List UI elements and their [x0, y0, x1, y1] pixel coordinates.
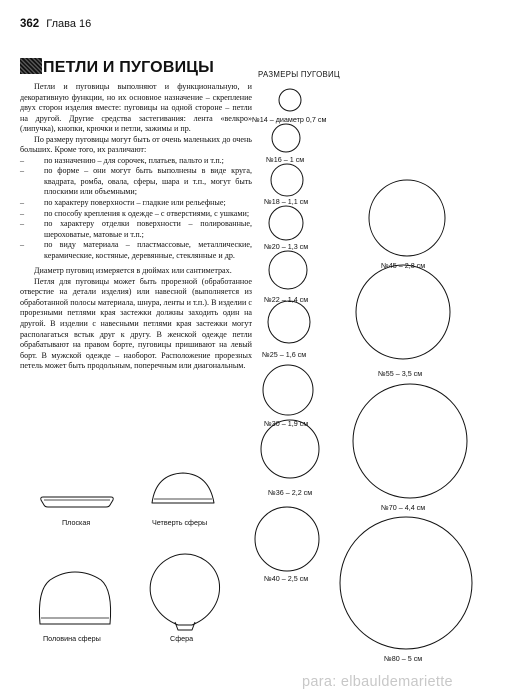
button-circle-22: [269, 251, 307, 289]
button-label-36: №36 – 2,2 см: [268, 488, 313, 497]
button-label-30: №30 – 1,9 см: [264, 419, 309, 428]
shape-quarter-sphere: [152, 473, 214, 503]
button-label-55: №55 – 3,5 см: [378, 369, 423, 378]
footer-credit: para: elbauldemariette: [302, 674, 453, 690]
shape-label-flat: Плоская: [62, 518, 91, 527]
section-title: ПЕТЛИ И ПУГОВИЦЫ: [43, 59, 215, 76]
button-label-25: №25 – 1,6 см: [262, 350, 307, 359]
paragraph-3: Диаметр пуговиц измеряется в дюймах или сантиметрах.: [34, 266, 232, 276]
button-circle-36: [261, 420, 319, 478]
button-circle-25: [268, 301, 310, 343]
button-label-20: №20 – 1,3 см: [264, 242, 309, 251]
shape-label-half: Половина сферы: [43, 634, 101, 643]
list-item: – по характеру поверхности – гладкие или рельефные;: [20, 198, 226, 208]
shape-half-sphere: [39, 572, 110, 624]
button-circle-14: [279, 89, 301, 111]
shape-flat: [41, 497, 114, 507]
sizes-title: РАЗМЕРЫ ПУГОВИЦ: [258, 70, 340, 79]
list-item: – по виду материала – пластмассовые, металлические, керамические, костяные, деревянные, стеклянные и др.: [20, 240, 252, 260]
button-circle-20: [269, 206, 303, 240]
button-label-16: №16 – 1 см: [266, 155, 305, 164]
page-number: 362: [20, 18, 40, 30]
button-label-22: №22 – 1,4 см: [264, 295, 309, 304]
button-circle-55: [356, 265, 450, 359]
button-circle-70: [353, 384, 467, 498]
button-label-18: №18 – 1,1 см: [264, 197, 309, 206]
list-item: – по характеру отделки поверхности – полированные, шероховатые, матовые и т.п.;: [20, 219, 252, 239]
button-circle-80: [340, 517, 472, 649]
button-circle-45: [369, 180, 445, 256]
paragraph-1: Петли и пуговицы выполняют и функциональную, и декоративную функции, но их основное назначение – скрепление двух сторон изделия вместе: пуговицы на одной стороне – петли на другой. Другие средства застегивания: лента «велкро» (липучка), кнопки, крючки и петли, зажимы и пр.: [20, 82, 252, 134]
button-circle-40: [255, 507, 319, 571]
button-circle-30: [263, 365, 313, 415]
chapter-label: Глава 16: [46, 18, 92, 30]
shape-label-sphere: Сфера: [170, 634, 194, 643]
shape-label-quarter: Четверть сферы: [152, 518, 208, 527]
button-label-45: №45 – 2,8 см: [381, 261, 426, 270]
paragraph-2: По размеру пуговицы могут быть от очень маленьких до очень больших. Кроме того, их различают:: [20, 134, 252, 155]
list-item: – по назначению – для сорочек, платьев, пальто и т.п.;: [20, 155, 224, 165]
button-label-70: №70 – 4,4 см: [381, 503, 426, 512]
list-item: – по способу крепления к одежде – с отверстиями, с ушками;: [20, 208, 250, 218]
button-circle-18: [271, 164, 303, 196]
button-label-80: №80 – 5 см: [384, 654, 423, 663]
button-circle-16: [272, 124, 300, 152]
list-item: – по форме – они могут быть выполнены в виде круга, квадрата, ромба, овала, сферы, шара и т.п., могут быть плоскими или объемными;: [20, 166, 252, 197]
button-label-14: №14 – диаметр 0,7 см: [252, 115, 327, 124]
button-label-40: №40 – 2,5 см: [264, 574, 309, 583]
shape-sphere: [150, 554, 219, 630]
paragraph-4: Петля для пуговицы может быть прорезной (обработанное отверстие на детали изделия) или навесной (выполняется из обработанной полосы материала, шнура, ленты и т.п.). В изделии с прорезными петлями края застежки должны заходить один на другой. В изделии с навесными петлями края застежки могут располагаться встык друг к другу. В женской одежде петли обрабатывают на правом борте, пуговицы пришивают на левый борт. В мужской одежде – наоборот. Расположение прорезных петель может быть продольным, поперечным или диагональным.: [20, 276, 252, 371]
